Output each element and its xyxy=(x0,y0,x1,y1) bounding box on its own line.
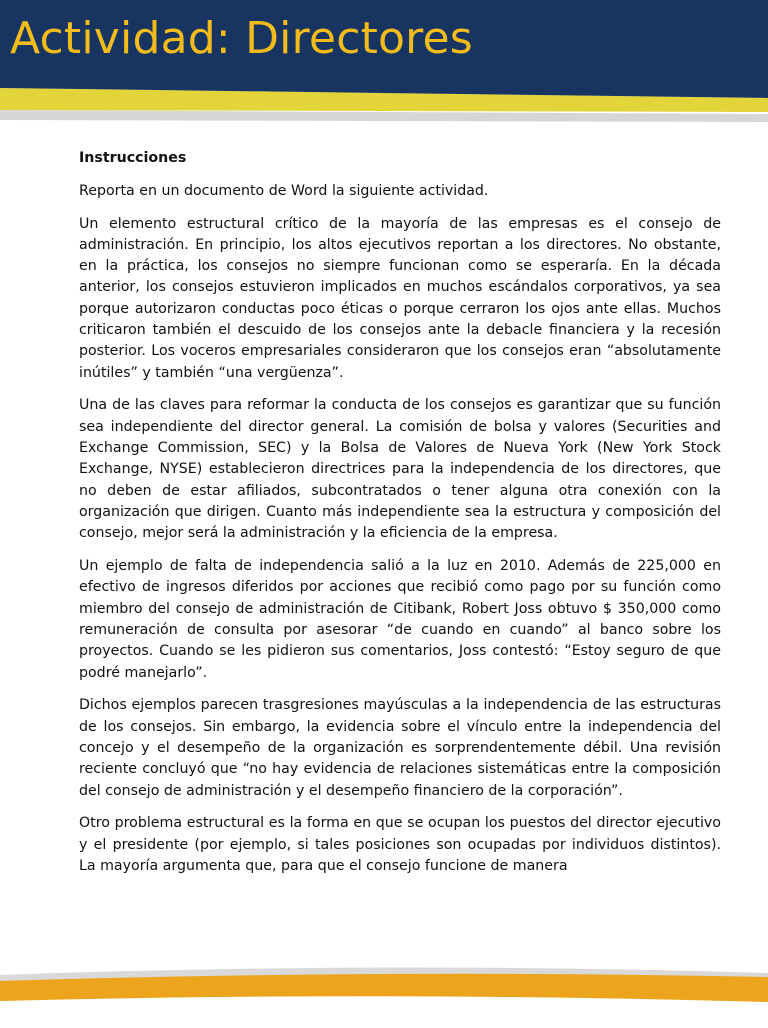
document-body xyxy=(79,148,721,889)
footer-swoosh xyxy=(0,965,768,1024)
header-banner xyxy=(0,0,768,125)
footer-decoration xyxy=(0,965,768,1024)
header-shadow xyxy=(0,110,768,122)
paragraph-instruction: Reporta en un documento de Word la siguiente actividad. xyxy=(79,182,489,199)
paragraph-independencia: Una de las claves para reformar la conducta de los consejos es garantizar que su función sea independiente del director general. La comisión de bolsa y valores (Securities and Exchange Commission, SEC) y la Bolsa de Valores de Nueva York (New York Stock Exchange, NYSE) establecieron directrices para la independencia de los directores, que no deben de estar afiliados, subcontratados o tener alguna otra conexión con la organización que dirigen. Cuanto más independiente sea la estructura y composición del consejo, mejor será la administración y la eficiencia de la empresa. xyxy=(79,397,721,542)
paragraph-evidencia: Dichos ejemplos parecen trasgresiones mayúsculas a la independencia de las estructuras de los consejos. Sin embargo, la evidencia sobre el vínculo entre la independencia del concejo y el desempeño de la organización es sorprendentemente débil. Una revisión reciente concluyó que “no hay evidencia de relaciones sistemáticas entre la composición del consejo de administración y el desempeño financiero de la corporación”. xyxy=(79,697,721,799)
footer-accent xyxy=(0,974,768,1002)
paragraph-estructural: Otro problema estructural es la forma en que se ocupan los puestos del director ejecutivo y el presidente (por ejemplo, si tales posiciones son ocupadas por individuos distintos). La mayoría argumenta que, para que el consejo funcione de manera xyxy=(79,815,721,874)
paragraph-consejo: Un elemento estructural crítico de la mayoría de las empresas es el consejo de administración. En principio, los altos ejecutivos reportan a los directores. No obstante, en la práctica, los consejos no siempre funcionan como se esperaría. En la década anterior, los consejos estuvieron implicados en muchos escándalos corporativos, ya sea porque autorizaron conductas poco éticas o porque cerraron los ojos ante ellas. Muchos criticaron también el descuido de los consejos ante la debacle financiera y la recesión posterior. Los voceros empresariales consideraron que los consejos eran “absolutamente inútiles” y también “una vergüenza”. xyxy=(79,215,721,381)
paragraph-ejemplo: Un ejemplo de falta de independencia salió a la luz en 2010. Además de 225,000 en efectivo de ingresos diferidos por acciones que recibió como pago por su función como miembro del consejo de administración de Citibank, Robert Joss obtuvo $ 350,000 como remuneración de consulta por asesorar “de cuando en cuando” al banco sobre los proyectos. Cuando se les pidieron sus comentarios, Joss contestó: “Estoy seguro de que podré manejarlo”. xyxy=(79,558,721,681)
page-title: Actividad: Directores xyxy=(10,13,473,64)
section-heading: Instrucciones xyxy=(79,150,187,166)
